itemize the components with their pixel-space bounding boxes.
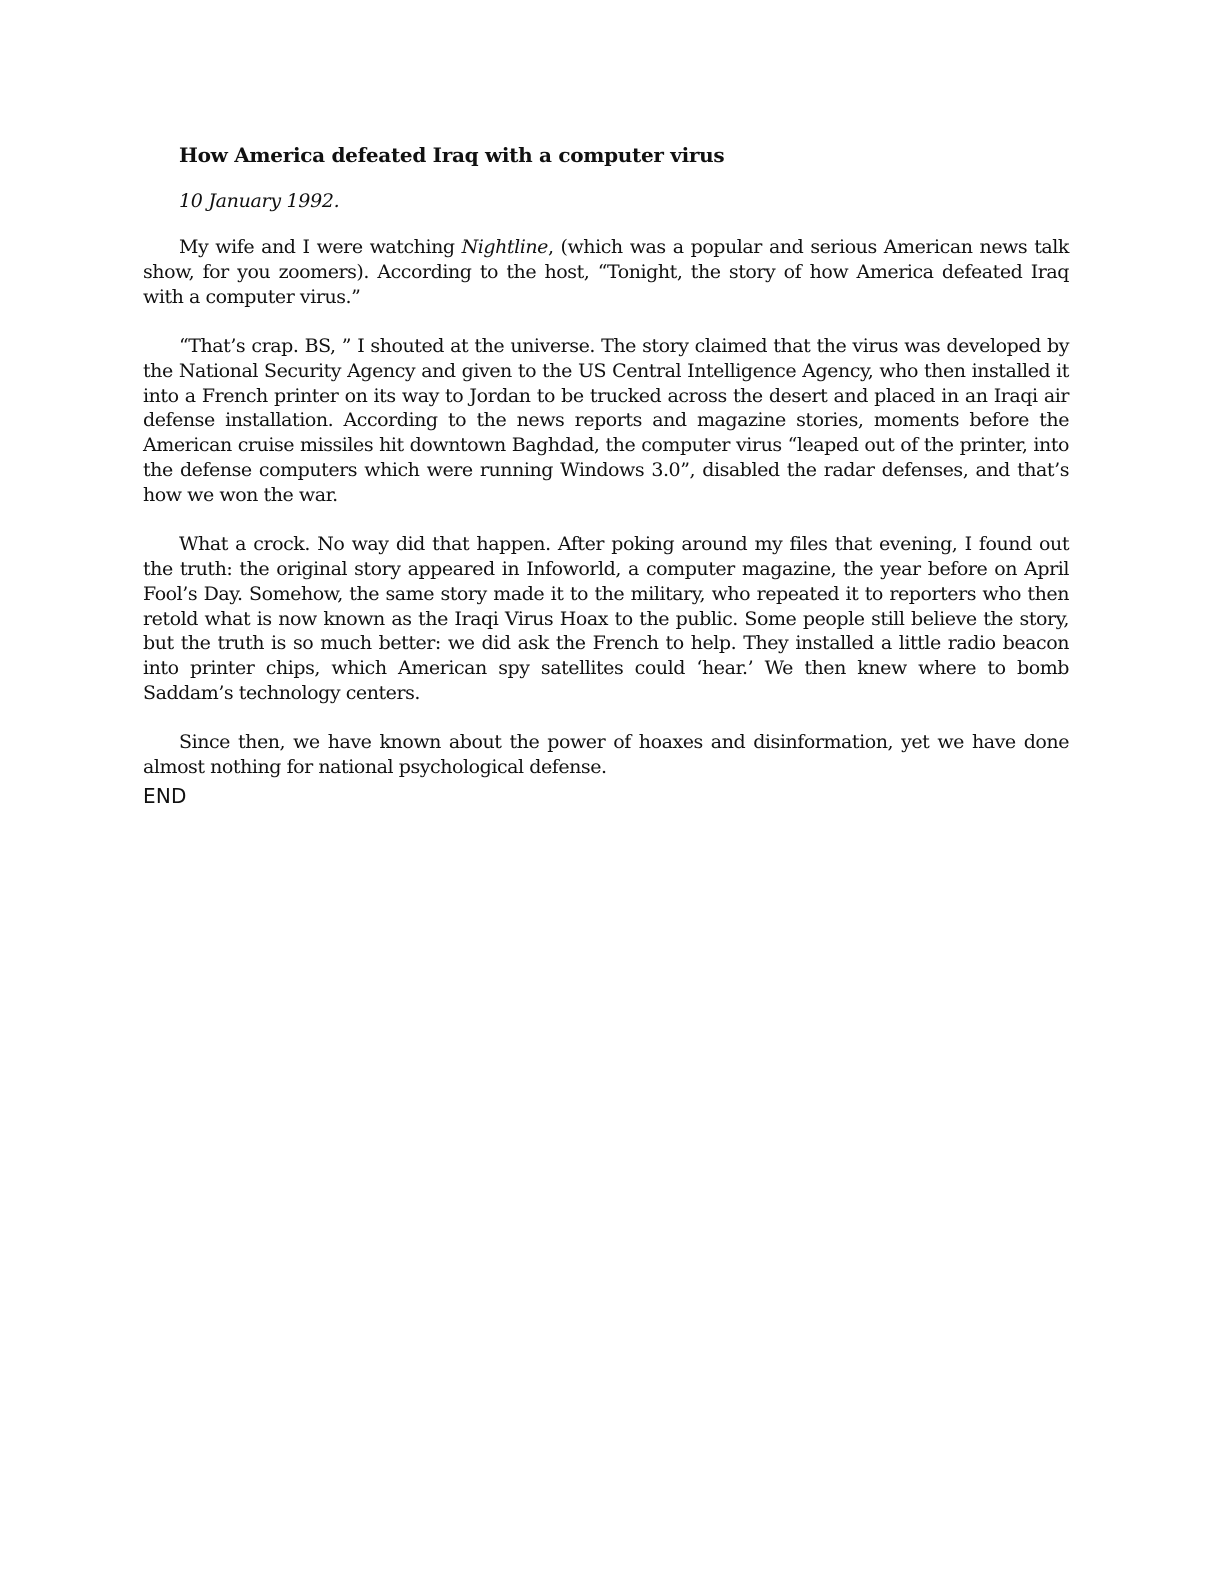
paragraph-1-intro: My wife and I were watching	[179, 236, 462, 258]
document-page	[143, 138, 1069, 810]
paragraph-1	[143, 235, 1069, 309]
paragraph-2: “That’s crap. BS, ” I shouted at the universe. The story claimed that the virus was developed by the National Security Agency and given to the US Central Intelligence Agency, who then installed it into a French printer on its way to Jordan to be trucked across the desert and placed in an Iraqi air defense installation. According to the news reports and magazine stories, moments before the American cruise missiles hit downtown Baghdad, the computer virus “leaped out of the printer, into the defense computers which were running Windows 3.0”, disabled the radar defenses, and that’s how we won the war.	[143, 334, 1069, 506]
paragraph-4: Since then, we have known about the power of hoaxes and disinformation, yet we have done almost nothing for national psychological defense.	[143, 731, 1069, 779]
paragraph-3: What a crock. No way did that happen. After poking around my files that evening, I found out the truth: the original story appeared in Infoworld, a computer magazine, the year before on April Fool’s Day. Somehow, the same story made it to the military, who repeated it to reporters who then retold what is now known as the Iraqi Virus Hoax to the public. Some people still believe the story, but the truth is so much better: we did ask the French to help. They installed a little radio beacon into printer chips, which American spy satellites could ‘hear.’ We then knew where to bomb Saddam’s technology centers.	[143, 533, 1069, 704]
show-name: Nightline	[461, 236, 548, 258]
document-title: How America defeated Iraq with a computer virus	[179, 143, 725, 167]
end-marker: END	[143, 783, 187, 808]
document-date: 10 January 1992.	[179, 190, 340, 212]
paragraph-1-rest: , (which was a popular and serious American news talk show, for you zoomers). According to the host, “Tonight, the story of how America defeated Iraq with a computer virus.”	[143, 236, 1069, 308]
